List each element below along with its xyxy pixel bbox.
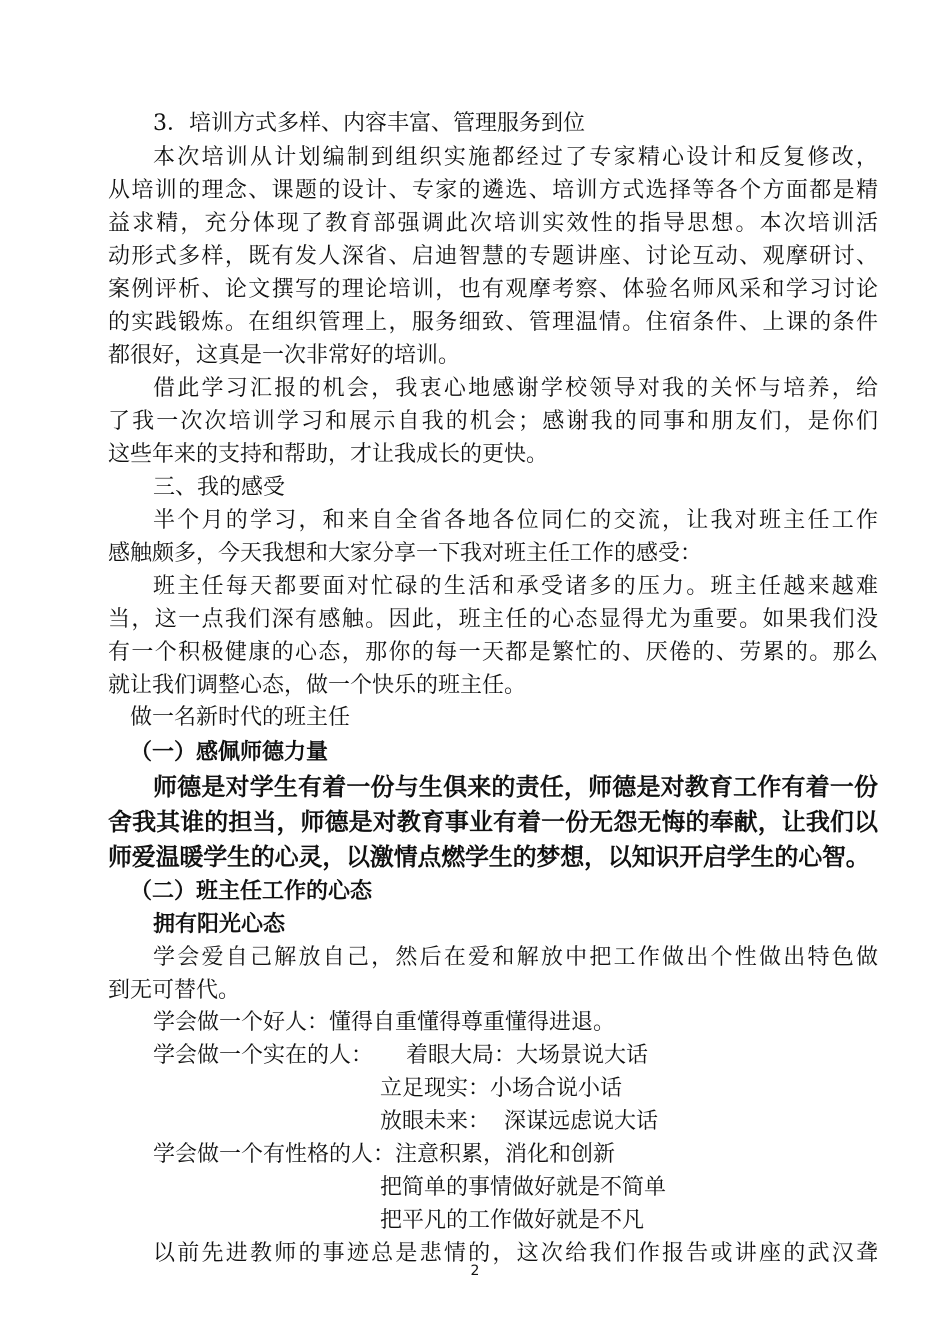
paragraph-line: 学会爱自己解放自己，然后在爱和解放中把工作做出个性做出特色做 [153, 945, 878, 970]
bold-paragraph-line: 师德是对学生有着一份与生俱来的责任，师德是对教育工作有着一份 [153, 773, 878, 801]
paragraph-line: 本次培训从计划编制到组织实施都经过了专家精心设计和反复修改， [153, 145, 878, 170]
paragraph-line: 班主任每天都要面对忙碌的生活和承受诸多的压力。班主任越来越难 [153, 574, 878, 599]
section-heading-training-methods: 3．培训方式多样、内容丰富、管理服务到位 [153, 111, 585, 136]
section-heading-feelings: 三、我的感受 [153, 475, 286, 500]
paragraph-line: 案例评析、论文撰写的理论培训，也有观摩考察、体验名师风采和学习讨论 [108, 277, 878, 302]
list-line-person-with-character: 学会做一个有性格的人：注意积累，消化和创新 [153, 1142, 616, 1167]
list-subitem: 把简单的事情做好就是不简单 [380, 1175, 667, 1200]
list-subitem: 放眼未来： 深谋远虑说大话 [380, 1109, 658, 1134]
list-subitem: 把平凡的工作做好就是不凡 [380, 1208, 645, 1233]
paragraph-line: 就让我们调整心态，做一个快乐的班主任。 [108, 673, 527, 698]
list-subitem: 着眼大局：大场景说大话 [406, 1043, 649, 1068]
paragraph-line: 从培训的理念、课题的设计、专家的遴选、培训方式选择等各个方面都是精 [108, 178, 878, 203]
subheading-teacher-ethics: （一）感佩师德力量 [130, 740, 329, 765]
list-line-practical-person: 学会做一个实在的人： [153, 1043, 374, 1068]
subheading-sunny-mindset: 拥有阳光心态 [153, 912, 286, 937]
paragraph-line: 都很好，这真是一次非常好的培训。 [108, 343, 461, 368]
page-number: 2 [470, 1263, 480, 1279]
paragraph-line: 的实践锻炼。在组织管理上，服务细致、管理温情。住宿条件、上课的条件 [108, 310, 878, 335]
bold-paragraph-line: 师爱温暖学生的心灵，以激情点燃学生的梦想，以知识开启学生的心智。 [108, 843, 870, 871]
paragraph-line: 半个月的学习，和来自全省各地各位同仁的交流，让我对班主任工作 [153, 508, 878, 533]
subheading-mindset: （二）班主任工作的心态 [130, 879, 373, 904]
list-line-good-person: 学会做一个好人：懂得自重懂得尊重懂得进退。 [153, 1010, 616, 1035]
paragraph-line: 了我一次次培训学习和展示自我的机会；感谢我的同事和朋友们，是你们 [108, 409, 878, 434]
paragraph-line: 以前先进教师的事迹总是悲情的，这次给我们作报告或讲座的武汉聋 [153, 1241, 878, 1266]
list-subitem: 立足现实：小场合说小话 [380, 1076, 623, 1101]
paragraph-line: 这些年来的支持和帮助，才让我成长的更快。 [108, 442, 549, 467]
subheading-new-era-teacher: 做一名新时代的班主任 [130, 705, 351, 730]
paragraph-line: 感触颇多，今天我想和大家分享一下我对班主任工作的感受： [108, 541, 703, 566]
paragraph-line: 有一个积极健康的心态，那你的每一天都是繁忙的、厌倦的、劳累的。那么 [108, 640, 878, 665]
paragraph-line: 当，这一点我们深有感触。因此，班主任的心态显得尤为重要。如果我们没 [108, 607, 878, 632]
paragraph-line: 益求精，充分体现了教育部强调此次培训实效性的指导思想。本次培训活 [108, 211, 878, 236]
paragraph-line: 借此学习汇报的机会，我衷心地感谢学校领导对我的关怀与培养，给 [153, 376, 878, 401]
paragraph-line: 动形式多样，既有发人深省、启迪智慧的专题讲座、讨论互动、观摩研讨、 [108, 244, 878, 269]
paragraph-line: 到无可替代。 [108, 978, 241, 1003]
bold-paragraph-line: 舍我其谁的担当，师德是对教育事业有着一份无怨无悔的奉献，让我们以 [108, 808, 878, 836]
